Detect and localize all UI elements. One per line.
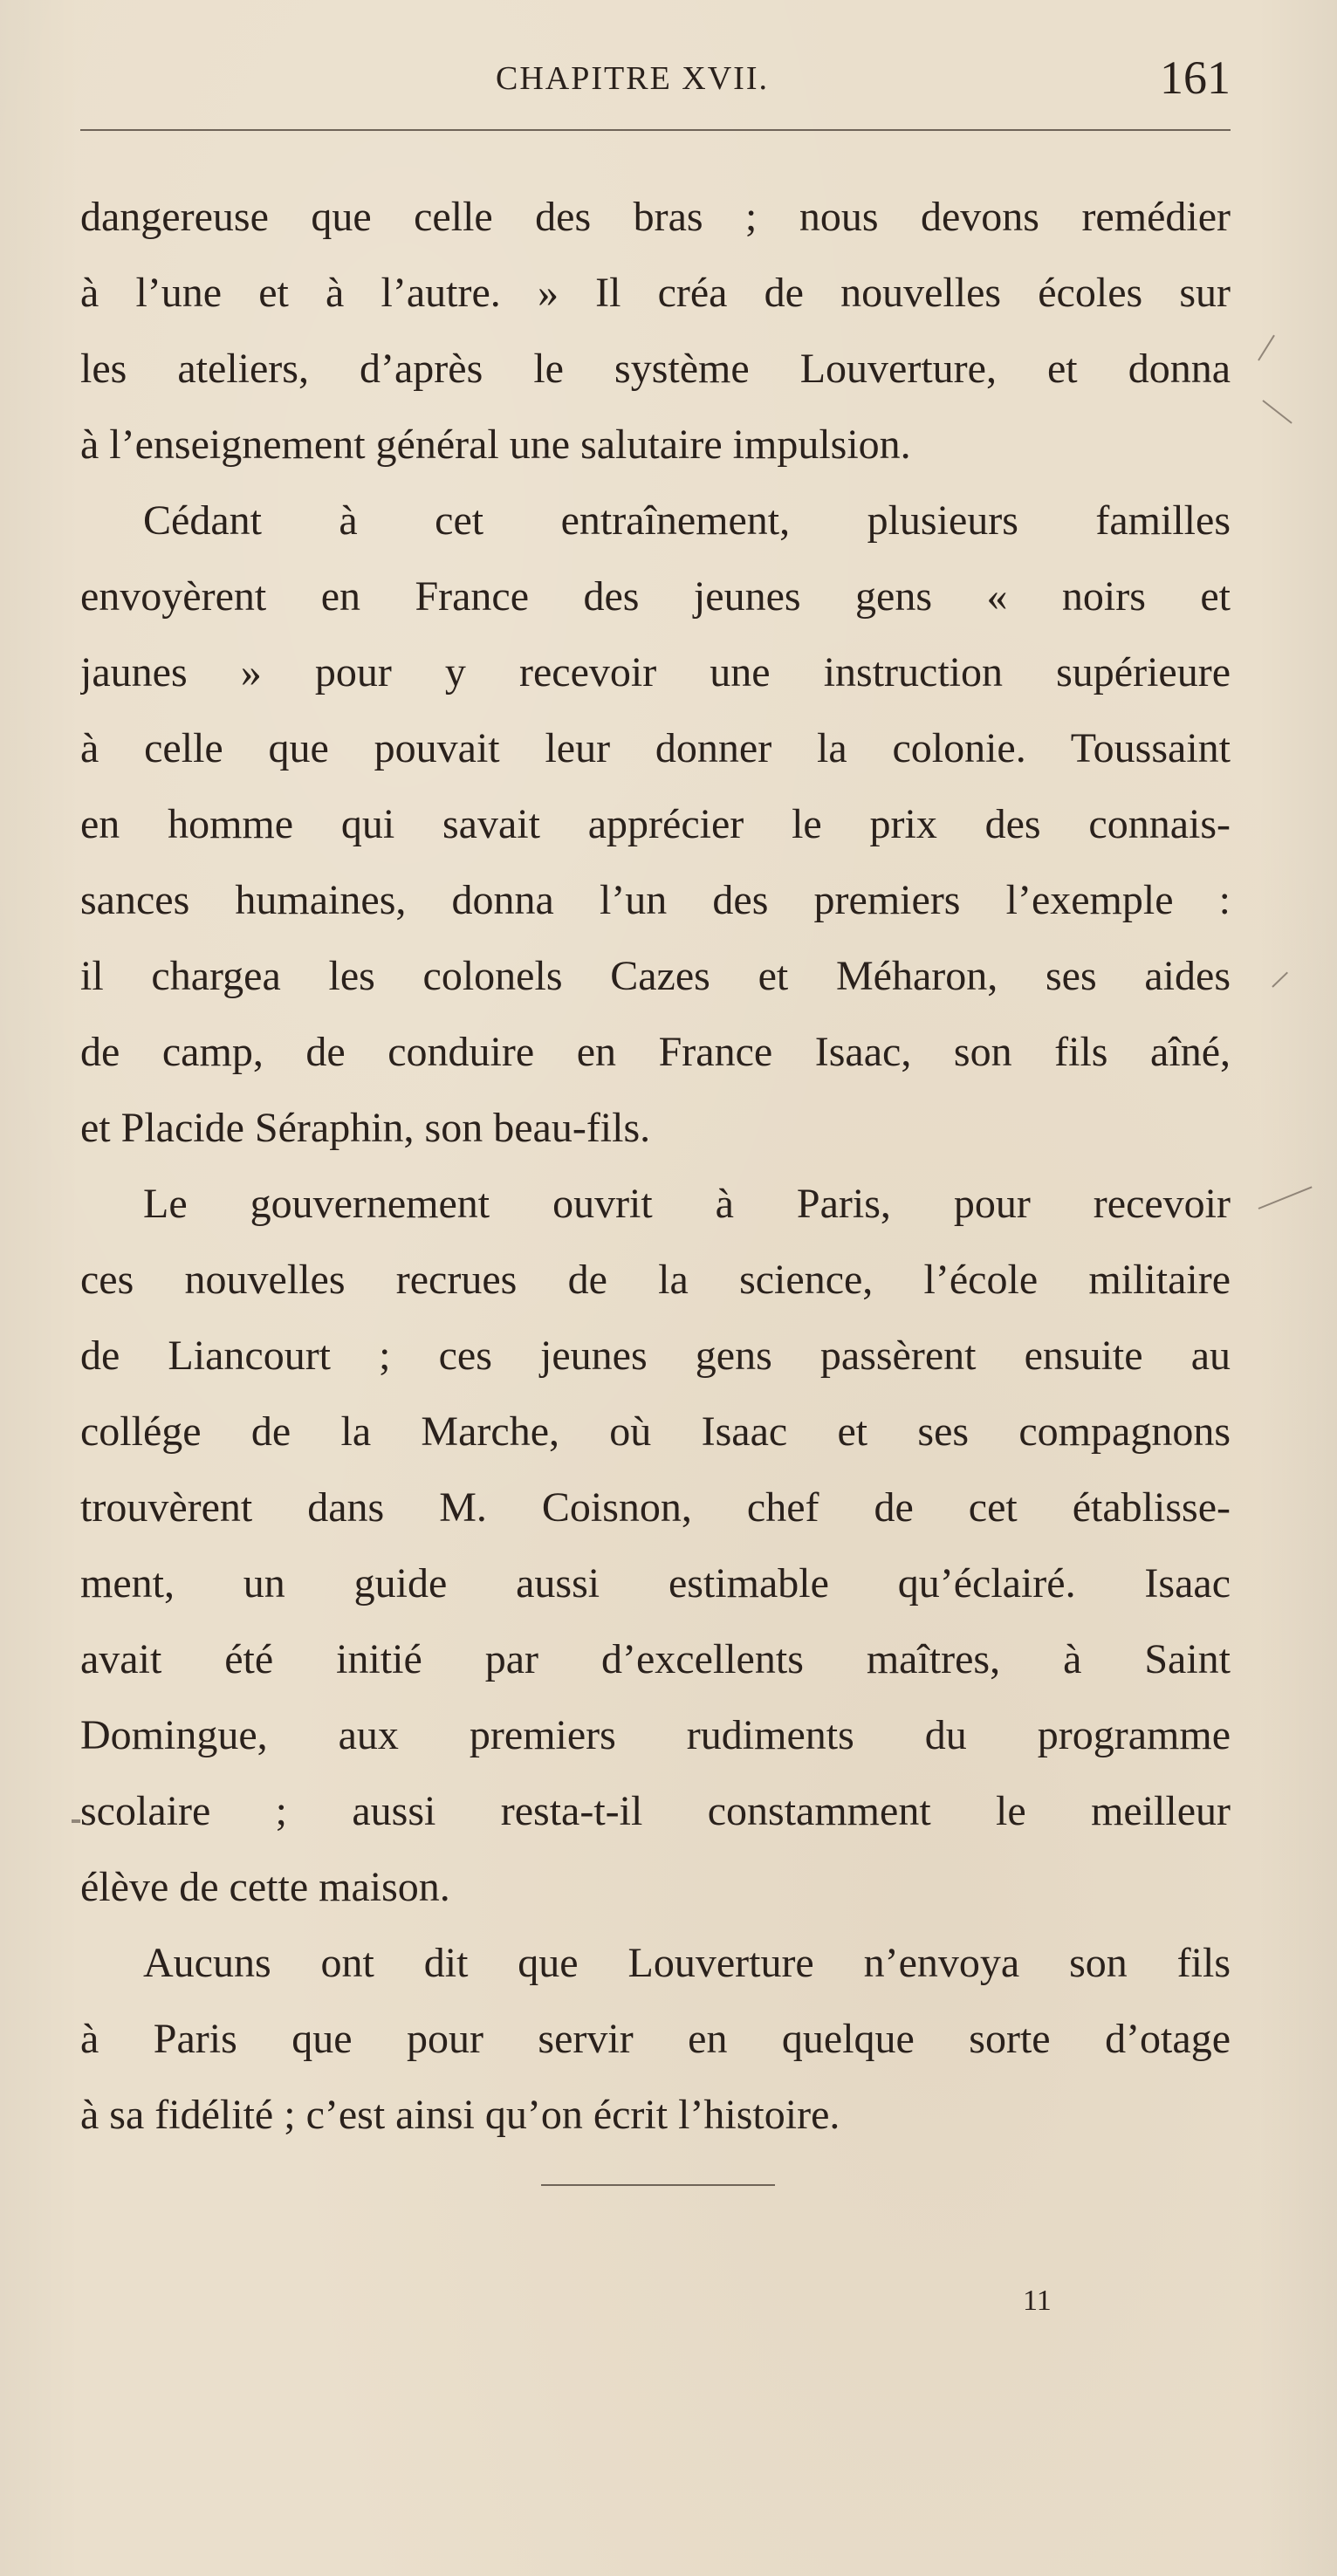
- text-line-1: dangereuse que celle des bras ; nous devons remédier: [80, 194, 1231, 240]
- text-line-25: à Paris que pour servir en quelque sorte d’otage: [80, 2016, 1231, 2062]
- text-line-22: scolaire ; aussi resta-t-il constamment le meilleur: [80, 1788, 1231, 1834]
- text-line-3: les ateliers, d’après le système Louverture, et donna: [80, 346, 1231, 392]
- text-line-6: envoyèrent en France des jeunes gens « noirs et: [80, 573, 1231, 620]
- running-header: [80, 52, 1231, 113]
- margin-mark: [1262, 400, 1292, 423]
- text-line-17: collége de la Marche, où Isaac et ses compagnons: [80, 1408, 1231, 1455]
- text-line-20: avait été initié par d’excellents maîtres, à Saint: [80, 1636, 1231, 1682]
- text-line-19: ment, un guide aussi estimable qu’éclairé. Isaac: [80, 1560, 1231, 1607]
- text-line-21: Domingue, aux premiers rudiments du programme: [80, 1712, 1231, 1758]
- text-line-2: à l’une et à l’autre. » Il créa de nouvelles écoles sur: [80, 270, 1231, 316]
- text-line-7: jaunes » pour y recevoir une instruction supérieure: [80, 649, 1231, 695]
- text-line-8: à celle que pouvait leur donner la colonie. Toussaint: [80, 725, 1231, 771]
- page-number: 161: [1160, 51, 1231, 104]
- signature-mark: 11: [1023, 2285, 1052, 2317]
- margin-mark: [1272, 972, 1288, 988]
- text-line-18: trouvèrent dans M. Coisnon, chef de cet établisse-: [80, 1484, 1231, 1531]
- text-line-26: à sa fidélité ; c’est ainsi qu’on écrit l’histoire.: [80, 2092, 840, 2138]
- text-line-13: et Placide Séraphin, son beau-fils.: [80, 1105, 651, 1151]
- text-line-24: Aucuns ont dit que Louverture n’envoya son fils: [143, 1940, 1231, 1986]
- margin-mark: [1258, 1186, 1313, 1209]
- margin-mark: [72, 1819, 80, 1823]
- text-line-15: ces nouvelles recrues de la science, l’école militaire: [80, 1257, 1231, 1303]
- header-rule: [80, 129, 1231, 131]
- text-line-12: de camp, de conduire en France Isaac, son fils aîné,: [80, 1029, 1231, 1075]
- text-line-14: Le gouvernement ouvrit à Paris, pour recevoir: [143, 1181, 1231, 1227]
- text-line-4: à l’enseignement général une salutaire impulsion.: [80, 421, 911, 468]
- text-line-10: sances humaines, donna l’un des premiers l’exemple :: [80, 877, 1231, 923]
- text-line-23: élève de cette maison.: [80, 1864, 450, 1910]
- margin-mark: [1258, 335, 1275, 361]
- text-line-11: il chargea les colonels Cazes et Méharon, ses aides: [80, 953, 1231, 999]
- text-line-5: Cédant à cet entraînement, plusieurs familles: [143, 497, 1231, 544]
- footer-rule: [541, 2184, 775, 2186]
- body-text: [80, 179, 1231, 2153]
- text-line-16: de Liancourt ; ces jeunes gens passèrent ensuite au: [80, 1333, 1231, 1379]
- text-line-9: en homme qui savait apprécier le prix des connais-: [80, 801, 1231, 847]
- chapter-title: CHAPITRE XVII.: [496, 60, 769, 97]
